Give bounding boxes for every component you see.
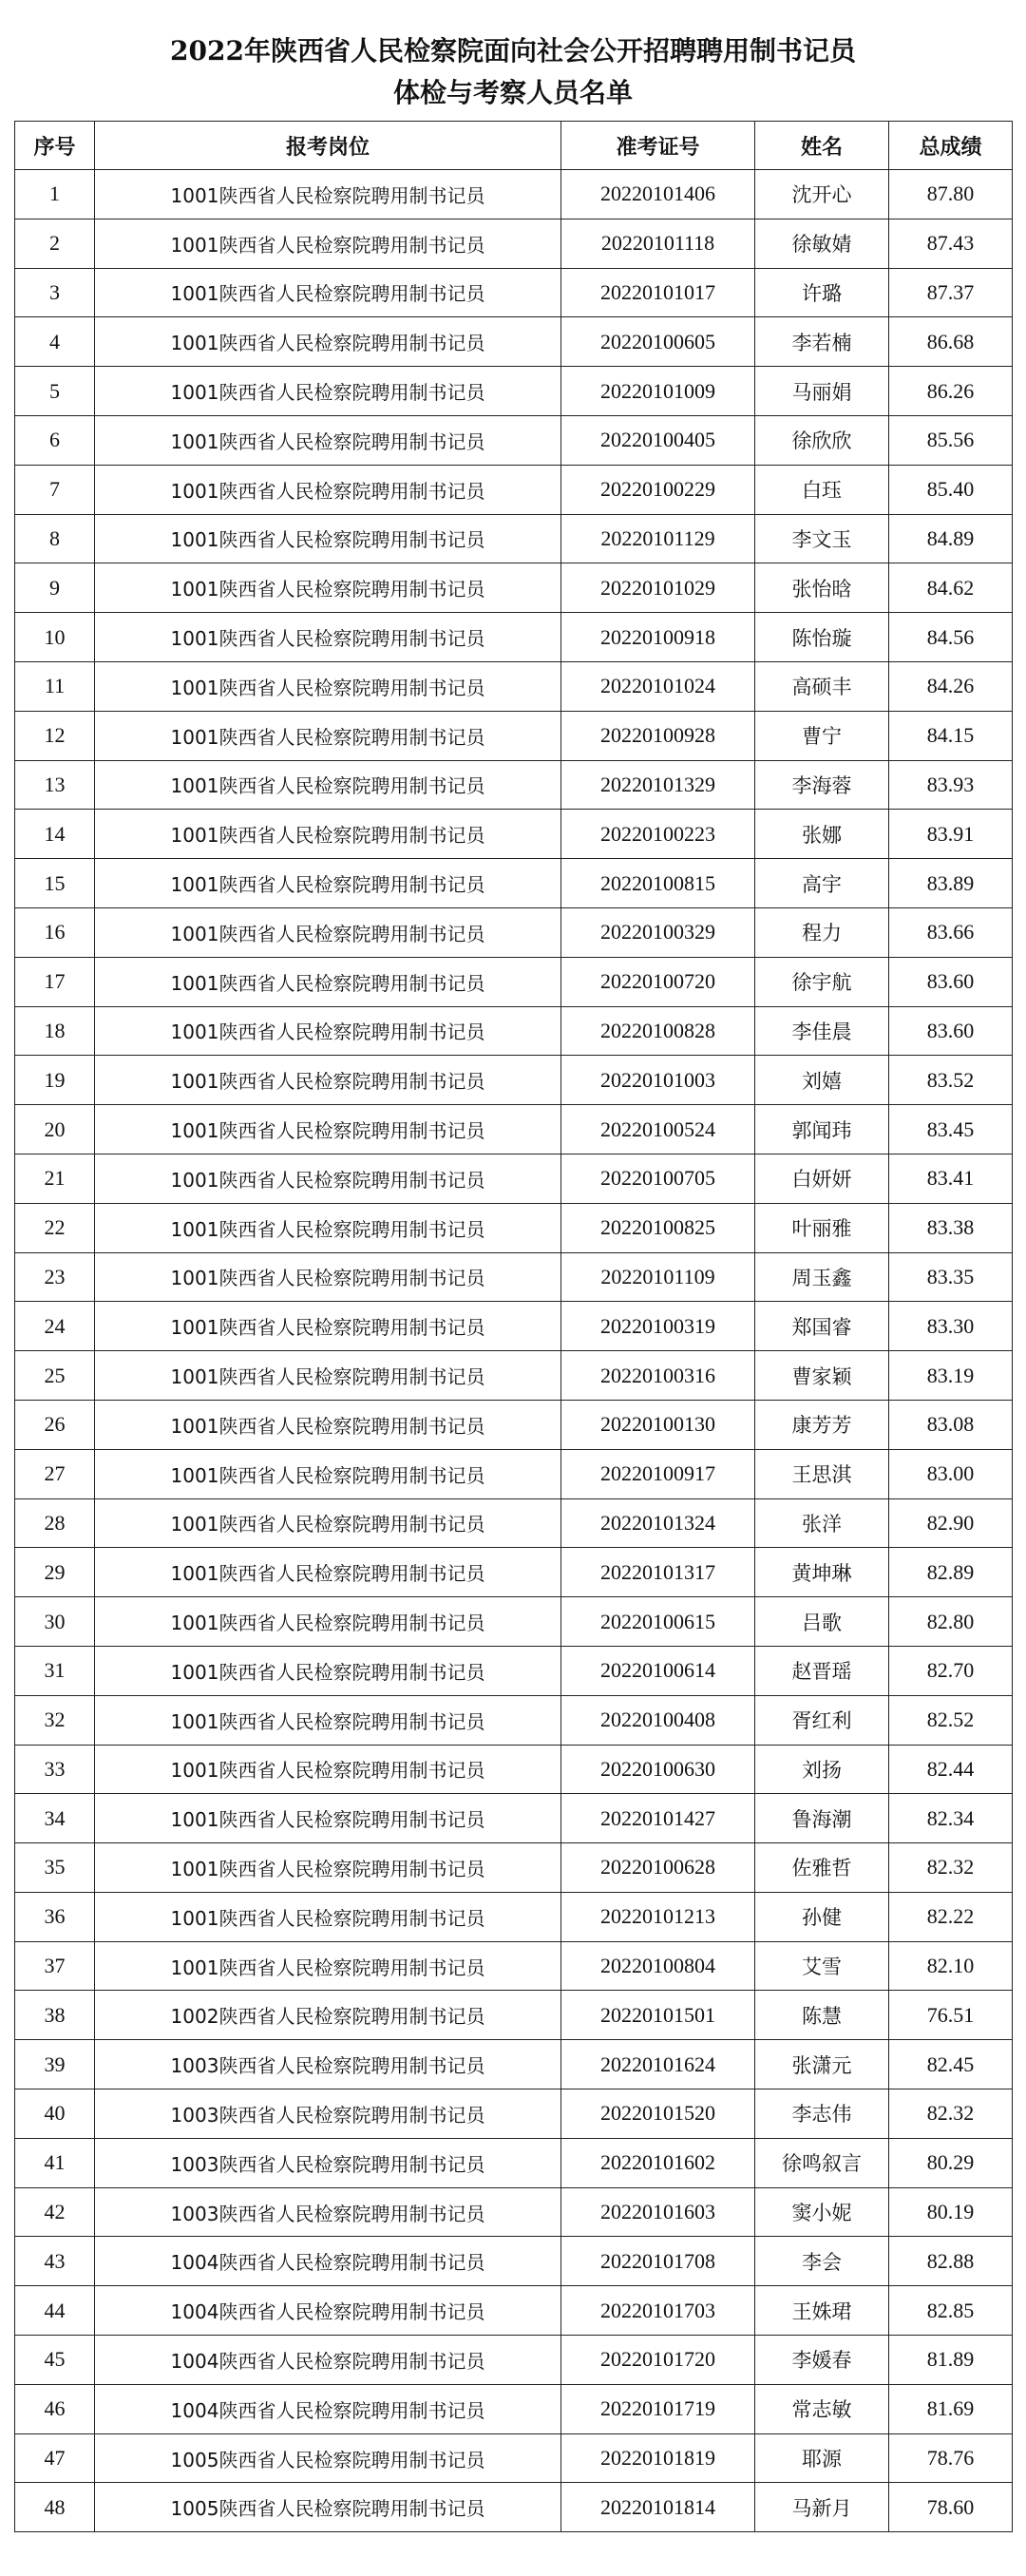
cell-serial: 19 bbox=[15, 1056, 95, 1105]
cell-name: 刘扬 bbox=[755, 1745, 889, 1794]
cell-name: 康芳芳 bbox=[755, 1400, 889, 1449]
cell-total-score: 86.68 bbox=[889, 317, 1013, 367]
table-row bbox=[15, 810, 1013, 859]
cell-name: 鲁海潮 bbox=[755, 1794, 889, 1843]
cell-position: 1001陕西省人民检察院聘用制书记员 bbox=[95, 1006, 561, 1056]
table-row bbox=[15, 957, 1013, 1006]
cell-position: 1005陕西省人民检察院聘用制书记员 bbox=[95, 2483, 561, 2532]
cell-total-score: 83.93 bbox=[889, 760, 1013, 810]
cell-total-score: 83.08 bbox=[889, 1400, 1013, 1449]
cell-name: 张洋 bbox=[755, 1498, 889, 1548]
cell-position: 1001陕西省人民检察院聘用制书记员 bbox=[95, 1597, 561, 1647]
cell-exam-number: 20220101720 bbox=[561, 2336, 755, 2385]
cell-total-score: 87.43 bbox=[889, 219, 1013, 268]
cell-name: 马新月 bbox=[755, 2483, 889, 2532]
cell-serial: 12 bbox=[15, 711, 95, 760]
cell-name: 耶源 bbox=[755, 2433, 889, 2483]
cell-serial: 44 bbox=[15, 2286, 95, 2336]
cell-exam-number: 20220101603 bbox=[561, 2187, 755, 2237]
cell-name: 李媛春 bbox=[755, 2336, 889, 2385]
cell-exam-number: 20220100405 bbox=[561, 415, 755, 465]
cell-name: 张娜 bbox=[755, 810, 889, 859]
header-name: 姓名 bbox=[755, 122, 889, 170]
cell-serial: 7 bbox=[15, 465, 95, 514]
cell-name: 王思淇 bbox=[755, 1449, 889, 1498]
table-row bbox=[15, 1548, 1013, 1597]
cell-serial: 33 bbox=[15, 1745, 95, 1794]
cell-serial: 22 bbox=[15, 1203, 95, 1252]
cell-name: 郭闻玮 bbox=[755, 1105, 889, 1154]
cell-serial: 39 bbox=[15, 2040, 95, 2089]
table-row bbox=[15, 2040, 1013, 2089]
cell-serial: 40 bbox=[15, 2089, 95, 2139]
cell-serial: 31 bbox=[15, 1646, 95, 1695]
cell-total-score: 86.26 bbox=[889, 367, 1013, 416]
table-row bbox=[15, 859, 1013, 908]
cell-position: 1001陕西省人民检察院聘用制书记员 bbox=[95, 268, 561, 317]
cell-total-score: 82.44 bbox=[889, 1745, 1013, 1794]
cell-exam-number: 20220101118 bbox=[561, 219, 755, 268]
cell-name: 徐欣欣 bbox=[755, 415, 889, 465]
cell-name: 孙健 bbox=[755, 1892, 889, 1941]
cell-name: 白珏 bbox=[755, 465, 889, 514]
cell-exam-number: 20220101109 bbox=[561, 1252, 755, 1302]
cell-exam-number: 20220101009 bbox=[561, 367, 755, 416]
cell-position: 1001陕西省人民检察院聘用制书记员 bbox=[95, 1646, 561, 1695]
table-row bbox=[15, 1154, 1013, 1203]
cell-position: 1001陕西省人民检察院聘用制书记员 bbox=[95, 219, 561, 268]
cell-exam-number: 20220101624 bbox=[561, 2040, 755, 2089]
table-row bbox=[15, 1941, 1013, 1991]
cell-position: 1005陕西省人民检察院聘用制书记员 bbox=[95, 2433, 561, 2483]
table-row bbox=[15, 1695, 1013, 1745]
cell-name: 沈开心 bbox=[755, 170, 889, 219]
cell-total-score: 87.80 bbox=[889, 170, 1013, 219]
table-row bbox=[15, 1056, 1013, 1105]
cell-position: 1001陕西省人民检察院聘用制书记员 bbox=[95, 1203, 561, 1252]
cell-position: 1001陕西省人民检察院聘用制书记员 bbox=[95, 859, 561, 908]
cell-exam-number: 20220100229 bbox=[561, 465, 755, 514]
cell-exam-number: 20220100825 bbox=[561, 1203, 755, 1252]
table-row bbox=[15, 2187, 1013, 2237]
table-row bbox=[15, 2138, 1013, 2187]
cell-exam-number: 20220101520 bbox=[561, 2089, 755, 2139]
cell-total-score: 82.88 bbox=[889, 2237, 1013, 2286]
cell-position: 1001陕西省人民检察院聘用制书记员 bbox=[95, 1498, 561, 1548]
cell-serial: 21 bbox=[15, 1154, 95, 1203]
cell-position: 1004陕西省人民检察院聘用制书记员 bbox=[95, 2336, 561, 2385]
cell-serial: 17 bbox=[15, 957, 95, 1006]
cell-serial: 25 bbox=[15, 1351, 95, 1401]
cell-exam-number: 20220100928 bbox=[561, 711, 755, 760]
cell-serial: 28 bbox=[15, 1498, 95, 1548]
cell-total-score: 82.32 bbox=[889, 1843, 1013, 1893]
cell-serial: 20 bbox=[15, 1105, 95, 1154]
cell-serial: 9 bbox=[15, 563, 95, 613]
cell-position: 1001陕西省人民检察院聘用制书记员 bbox=[95, 1105, 561, 1154]
table-row bbox=[15, 1302, 1013, 1351]
cell-name: 王姝珺 bbox=[755, 2286, 889, 2336]
table-row bbox=[15, 563, 1013, 613]
cell-total-score: 82.80 bbox=[889, 1597, 1013, 1647]
table-row bbox=[15, 2433, 1013, 2483]
cell-exam-number: 20220100828 bbox=[561, 1006, 755, 1056]
cell-exam-number: 20220101814 bbox=[561, 2483, 755, 2532]
cell-name: 徐敏婧 bbox=[755, 219, 889, 268]
table-row bbox=[15, 2384, 1013, 2433]
cell-position: 1001陕西省人民检察院聘用制书记员 bbox=[95, 317, 561, 367]
table-row bbox=[15, 1597, 1013, 1647]
cell-serial: 29 bbox=[15, 1548, 95, 1597]
cell-serial: 13 bbox=[15, 760, 95, 810]
cell-exam-number: 20220100630 bbox=[561, 1745, 755, 1794]
header-position: 报考岗位 bbox=[95, 122, 561, 170]
cell-serial: 34 bbox=[15, 1794, 95, 1843]
table-row bbox=[15, 1794, 1013, 1843]
cell-serial: 11 bbox=[15, 661, 95, 711]
cell-total-score: 83.45 bbox=[889, 1105, 1013, 1154]
cell-total-score: 83.30 bbox=[889, 1302, 1013, 1351]
table-row bbox=[15, 1252, 1013, 1302]
table-row bbox=[15, 1646, 1013, 1695]
cell-serial: 37 bbox=[15, 1941, 95, 1991]
cell-serial: 41 bbox=[15, 2138, 95, 2187]
candidate-table bbox=[14, 121, 1013, 2532]
cell-exam-number: 20220100614 bbox=[561, 1646, 755, 1695]
cell-total-score: 83.60 bbox=[889, 957, 1013, 1006]
cell-exam-number: 20220101317 bbox=[561, 1548, 755, 1597]
cell-total-score: 80.19 bbox=[889, 2187, 1013, 2237]
cell-name: 李若楠 bbox=[755, 317, 889, 367]
cell-position: 1001陕西省人民检察院聘用制书记员 bbox=[95, 367, 561, 416]
cell-name: 程力 bbox=[755, 907, 889, 957]
cell-position: 1002陕西省人民检察院聘用制书记员 bbox=[95, 1991, 561, 2040]
cell-position: 1001陕西省人民检察院聘用制书记员 bbox=[95, 661, 561, 711]
table-row bbox=[15, 2286, 1013, 2336]
cell-total-score: 83.66 bbox=[889, 907, 1013, 957]
cell-total-score: 83.52 bbox=[889, 1056, 1013, 1105]
cell-name: 李海蓉 bbox=[755, 760, 889, 810]
cell-name: 吕歌 bbox=[755, 1597, 889, 1647]
cell-name: 白妍妍 bbox=[755, 1154, 889, 1203]
cell-total-score: 87.37 bbox=[889, 268, 1013, 317]
cell-exam-number: 20220100804 bbox=[561, 1941, 755, 1991]
cell-exam-number: 20220101213 bbox=[561, 1892, 755, 1941]
cell-exam-number: 20220101708 bbox=[561, 2237, 755, 2286]
table-row bbox=[15, 1203, 1013, 1252]
cell-total-score: 83.38 bbox=[889, 1203, 1013, 1252]
cell-name: 艾雪 bbox=[755, 1941, 889, 1991]
cell-exam-number: 20220100408 bbox=[561, 1695, 755, 1745]
cell-serial: 32 bbox=[15, 1695, 95, 1745]
cell-serial: 30 bbox=[15, 1597, 95, 1647]
header-serial: 序号 bbox=[15, 122, 95, 170]
table-row bbox=[15, 711, 1013, 760]
cell-serial: 24 bbox=[15, 1302, 95, 1351]
cell-position: 1001陕西省人民检察院聘用制书记员 bbox=[95, 563, 561, 613]
cell-position: 1004陕西省人民检察院聘用制书记员 bbox=[95, 2237, 561, 2286]
cell-position: 1001陕西省人民检察院聘用制书记员 bbox=[95, 1056, 561, 1105]
table-row bbox=[15, 1351, 1013, 1401]
cell-serial: 42 bbox=[15, 2187, 95, 2237]
cell-total-score: 82.34 bbox=[889, 1794, 1013, 1843]
cell-name: 李志伟 bbox=[755, 2089, 889, 2139]
cell-exam-number: 20220101024 bbox=[561, 661, 755, 711]
cell-serial: 27 bbox=[15, 1449, 95, 1498]
cell-exam-number: 20220101719 bbox=[561, 2384, 755, 2433]
cell-serial: 14 bbox=[15, 810, 95, 859]
cell-name: 叶丽雅 bbox=[755, 1203, 889, 1252]
cell-name: 曹宁 bbox=[755, 711, 889, 760]
cell-exam-number: 20220101017 bbox=[561, 268, 755, 317]
cell-serial: 47 bbox=[15, 2433, 95, 2483]
cell-serial: 6 bbox=[15, 415, 95, 465]
cell-name: 马丽娟 bbox=[755, 367, 889, 416]
table-row bbox=[15, 1892, 1013, 1941]
cell-exam-number: 20220101129 bbox=[561, 514, 755, 563]
cell-position: 1001陕西省人民检察院聘用制书记员 bbox=[95, 1351, 561, 1401]
cell-position: 1001陕西省人民检察院聘用制书记员 bbox=[95, 415, 561, 465]
cell-position: 1003陕西省人民检察院聘用制书记员 bbox=[95, 2040, 561, 2089]
cell-total-score: 78.60 bbox=[889, 2483, 1013, 2532]
cell-total-score: 76.51 bbox=[889, 1991, 1013, 2040]
cell-exam-number: 20220101406 bbox=[561, 170, 755, 219]
cell-name: 张怡晗 bbox=[755, 563, 889, 613]
cell-total-score: 84.62 bbox=[889, 563, 1013, 613]
cell-exam-number: 20220100615 bbox=[561, 1597, 755, 1647]
cell-serial: 8 bbox=[15, 514, 95, 563]
cell-total-score: 82.32 bbox=[889, 2089, 1013, 2139]
cell-name: 高硕丰 bbox=[755, 661, 889, 711]
cell-exam-number: 20220101324 bbox=[561, 1498, 755, 1548]
cell-total-score: 82.70 bbox=[889, 1646, 1013, 1695]
cell-position: 1003陕西省人民检察院聘用制书记员 bbox=[95, 2138, 561, 2187]
cell-name: 窦小妮 bbox=[755, 2187, 889, 2237]
cell-position: 1001陕西省人民检察院聘用制书记员 bbox=[95, 514, 561, 563]
cell-position: 1001陕西省人民检察院聘用制书记员 bbox=[95, 1745, 561, 1794]
cell-name: 黄坤琳 bbox=[755, 1548, 889, 1597]
table-row bbox=[15, 1843, 1013, 1893]
cell-position: 1001陕西省人民检察院聘用制书记员 bbox=[95, 1400, 561, 1449]
cell-name: 常志敏 bbox=[755, 2384, 889, 2433]
cell-total-score: 84.15 bbox=[889, 711, 1013, 760]
cell-serial: 2 bbox=[15, 219, 95, 268]
table-header-row bbox=[15, 122, 1013, 170]
cell-serial: 46 bbox=[15, 2384, 95, 2433]
cell-exam-number: 20220100319 bbox=[561, 1302, 755, 1351]
cell-serial: 10 bbox=[15, 613, 95, 662]
cell-serial: 18 bbox=[15, 1006, 95, 1056]
table-row bbox=[15, 1449, 1013, 1498]
table-row bbox=[15, 661, 1013, 711]
cell-serial: 38 bbox=[15, 1991, 95, 2040]
cell-position: 1001陕西省人民检察院聘用制书记员 bbox=[95, 1252, 561, 1302]
cell-position: 1001陕西省人民检察院聘用制书记员 bbox=[95, 1302, 561, 1351]
table-row bbox=[15, 1400, 1013, 1449]
cell-name: 佐雅哲 bbox=[755, 1843, 889, 1893]
cell-position: 1004陕西省人民检察院聘用制书记员 bbox=[95, 2286, 561, 2336]
cell-exam-number: 20220100130 bbox=[561, 1400, 755, 1449]
cell-exam-number: 20220101029 bbox=[561, 563, 755, 613]
table-row bbox=[15, 1745, 1013, 1794]
cell-exam-number: 20220100223 bbox=[561, 810, 755, 859]
table-row bbox=[15, 415, 1013, 465]
cell-position: 1001陕西省人民检察院聘用制书记员 bbox=[95, 1548, 561, 1597]
cell-exam-number: 20220100524 bbox=[561, 1105, 755, 1154]
header-exam-number: 准考证号 bbox=[561, 122, 755, 170]
cell-total-score: 78.76 bbox=[889, 2433, 1013, 2483]
cell-name: 徐鸣叙言 bbox=[755, 2138, 889, 2187]
cell-exam-number: 20220100918 bbox=[561, 613, 755, 662]
cell-total-score: 84.89 bbox=[889, 514, 1013, 563]
cell-exam-number: 20220100705 bbox=[561, 1154, 755, 1203]
cell-serial: 26 bbox=[15, 1400, 95, 1449]
cell-position: 1003陕西省人民检察院聘用制书记员 bbox=[95, 2089, 561, 2139]
table-row bbox=[15, 760, 1013, 810]
table-row bbox=[15, 2237, 1013, 2286]
table-row bbox=[15, 317, 1013, 367]
table-row bbox=[15, 613, 1013, 662]
table-row bbox=[15, 219, 1013, 268]
cell-position: 1001陕西省人民检察院聘用制书记员 bbox=[95, 907, 561, 957]
cell-name: 赵晋瑶 bbox=[755, 1646, 889, 1695]
cell-position: 1001陕西省人民检察院聘用制书记员 bbox=[95, 1941, 561, 1991]
table-row bbox=[15, 465, 1013, 514]
cell-position: 1001陕西省人民检察院聘用制书记员 bbox=[95, 1843, 561, 1893]
cell-exam-number: 20220100917 bbox=[561, 1449, 755, 1498]
cell-total-score: 83.19 bbox=[889, 1351, 1013, 1401]
cell-exam-number: 20220100815 bbox=[561, 859, 755, 908]
cell-total-score: 84.26 bbox=[889, 661, 1013, 711]
cell-total-score: 82.85 bbox=[889, 2286, 1013, 2336]
cell-name: 徐宇航 bbox=[755, 957, 889, 1006]
cell-total-score: 81.69 bbox=[889, 2384, 1013, 2433]
cell-name: 高宇 bbox=[755, 859, 889, 908]
table-row bbox=[15, 1498, 1013, 1548]
cell-position: 1004陕西省人民检察院聘用制书记员 bbox=[95, 2384, 561, 2433]
cell-serial: 1 bbox=[15, 170, 95, 219]
cell-exam-number: 20220101427 bbox=[561, 1794, 755, 1843]
cell-total-score: 83.00 bbox=[889, 1449, 1013, 1498]
cell-exam-number: 20220100720 bbox=[561, 957, 755, 1006]
cell-position: 1001陕西省人民检察院聘用制书记员 bbox=[95, 1154, 561, 1203]
cell-serial: 45 bbox=[15, 2336, 95, 2385]
table-row bbox=[15, 907, 1013, 957]
cell-total-score: 82.90 bbox=[889, 1498, 1013, 1548]
cell-position: 1001陕西省人民检察院聘用制书记员 bbox=[95, 810, 561, 859]
table-row bbox=[15, 2483, 1013, 2532]
cell-position: 1001陕西省人民检察院聘用制书记员 bbox=[95, 1794, 561, 1843]
cell-total-score: 81.89 bbox=[889, 2336, 1013, 2385]
cell-total-score: 83.60 bbox=[889, 1006, 1013, 1056]
cell-exam-number: 20220101703 bbox=[561, 2286, 755, 2336]
cell-name: 胥红利 bbox=[755, 1695, 889, 1745]
page-title: 2022年陕西省人民检察院面向社会公开招聘聘用制书记员 bbox=[170, 35, 856, 67]
cell-position: 1001陕西省人民检察院聘用制书记员 bbox=[95, 1695, 561, 1745]
table-row bbox=[15, 1991, 1013, 2040]
cell-position: 1001陕西省人民检察院聘用制书记员 bbox=[95, 760, 561, 810]
cell-name: 曹家颖 bbox=[755, 1351, 889, 1401]
cell-total-score: 85.40 bbox=[889, 465, 1013, 514]
cell-serial: 43 bbox=[15, 2237, 95, 2286]
table-row bbox=[15, 268, 1013, 317]
cell-position: 1001陕西省人民检察院聘用制书记员 bbox=[95, 957, 561, 1006]
cell-name: 李文玉 bbox=[755, 514, 889, 563]
cell-position: 1001陕西省人民检察院聘用制书记员 bbox=[95, 1449, 561, 1498]
cell-total-score: 82.52 bbox=[889, 1695, 1013, 1745]
cell-position: 1001陕西省人民检察院聘用制书记员 bbox=[95, 170, 561, 219]
header-total-score: 总成绩 bbox=[889, 122, 1013, 170]
cell-total-score: 82.45 bbox=[889, 2040, 1013, 2089]
cell-position: 1001陕西省人民检察院聘用制书记员 bbox=[95, 613, 561, 662]
cell-total-score: 83.89 bbox=[889, 859, 1013, 908]
cell-name: 刘嬉 bbox=[755, 1056, 889, 1105]
table-row bbox=[15, 367, 1013, 416]
cell-total-score: 83.41 bbox=[889, 1154, 1013, 1203]
cell-total-score: 83.91 bbox=[889, 810, 1013, 859]
cell-total-score: 82.10 bbox=[889, 1941, 1013, 1991]
cell-total-score: 80.29 bbox=[889, 2138, 1013, 2187]
cell-position: 1001陕西省人民检察院聘用制书记员 bbox=[95, 711, 561, 760]
cell-name: 郑国睿 bbox=[755, 1302, 889, 1351]
cell-serial: 23 bbox=[15, 1252, 95, 1302]
cell-serial: 36 bbox=[15, 1892, 95, 1941]
cell-name: 陈怡璇 bbox=[755, 613, 889, 662]
cell-total-score: 82.89 bbox=[889, 1548, 1013, 1597]
cell-name: 许璐 bbox=[755, 268, 889, 317]
cell-exam-number: 20220101003 bbox=[561, 1056, 755, 1105]
cell-name: 张潇元 bbox=[755, 2040, 889, 2089]
table-row bbox=[15, 1105, 1013, 1154]
cell-exam-number: 20220101819 bbox=[561, 2433, 755, 2483]
table-row bbox=[15, 2089, 1013, 2139]
cell-total-score: 83.35 bbox=[889, 1252, 1013, 1302]
cell-position: 1001陕西省人民检察院聘用制书记员 bbox=[95, 465, 561, 514]
cell-position: 1003陕西省人民检察院聘用制书记员 bbox=[95, 2187, 561, 2237]
cell-serial: 48 bbox=[15, 2483, 95, 2532]
cell-total-score: 84.56 bbox=[889, 613, 1013, 662]
table-row bbox=[15, 1006, 1013, 1056]
table-row bbox=[15, 170, 1013, 219]
cell-name: 李会 bbox=[755, 2237, 889, 2286]
cell-exam-number: 20220100316 bbox=[561, 1351, 755, 1401]
cell-total-score: 85.56 bbox=[889, 415, 1013, 465]
cell-name: 周玉鑫 bbox=[755, 1252, 889, 1302]
cell-exam-number: 20220101329 bbox=[561, 760, 755, 810]
cell-serial: 15 bbox=[15, 859, 95, 908]
cell-name: 李佳晨 bbox=[755, 1006, 889, 1056]
cell-serial: 5 bbox=[15, 367, 95, 416]
cell-serial: 4 bbox=[15, 317, 95, 367]
cell-exam-number: 20220100605 bbox=[561, 317, 755, 367]
cell-serial: 3 bbox=[15, 268, 95, 317]
cell-exam-number: 20220100628 bbox=[561, 1843, 755, 1893]
cell-serial: 16 bbox=[15, 907, 95, 957]
cell-total-score: 82.22 bbox=[889, 1892, 1013, 1941]
page-subtitle: 体检与考察人员名单 bbox=[392, 77, 633, 108]
cell-position: 1001陕西省人民检察院聘用制书记员 bbox=[95, 1892, 561, 1941]
cell-serial: 35 bbox=[15, 1843, 95, 1893]
cell-name: 陈慧 bbox=[755, 1991, 889, 2040]
cell-exam-number: 20220100329 bbox=[561, 907, 755, 957]
cell-exam-number: 20220101501 bbox=[561, 1991, 755, 2040]
table-row bbox=[15, 514, 1013, 563]
cell-exam-number: 20220101602 bbox=[561, 2138, 755, 2187]
table-row bbox=[15, 2336, 1013, 2385]
